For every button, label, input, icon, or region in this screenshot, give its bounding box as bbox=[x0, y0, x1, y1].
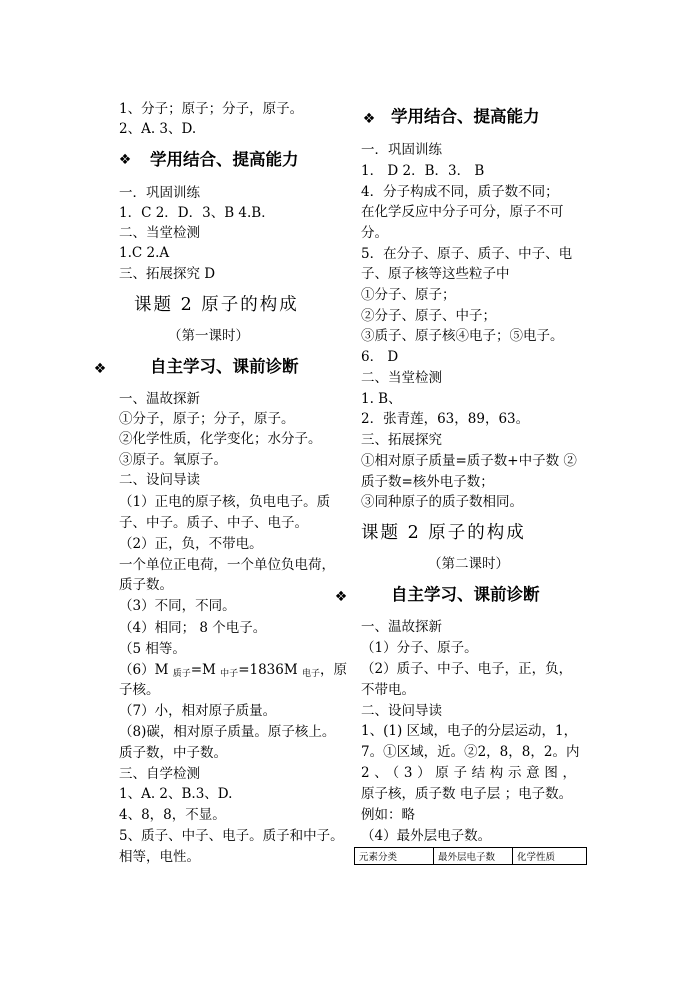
text-line: 2．张青莲，63，89，63。 bbox=[361, 411, 530, 427]
text-line: 1.C 2.A bbox=[119, 245, 170, 261]
text-line: 2、（3）原子结构示意图， bbox=[361, 765, 576, 781]
text-line: （1）分子、原子。 bbox=[361, 640, 478, 656]
section-heading: 自主学习、课前诊断 bbox=[391, 585, 540, 604]
text-line: 二、设问导读 bbox=[119, 472, 200, 488]
text-line: （4）最外层电子数。 bbox=[361, 828, 492, 844]
text-line: 二、当堂检测 bbox=[361, 370, 442, 386]
text-line: 一、温故探新 bbox=[361, 619, 442, 635]
text-line: 子、原子核等这些粒子中 bbox=[361, 266, 510, 282]
lesson-subtitle: （第二课时） bbox=[428, 556, 509, 572]
text-line: ③质子、原子核④电子；⑤电子。 bbox=[361, 328, 564, 344]
table-header-cell: 化学性质 bbox=[513, 848, 587, 865]
text-line: （2）质子、中子、电子，正，负， bbox=[361, 661, 573, 677]
text-line: 质子数，中子数。 bbox=[119, 745, 227, 761]
table-header-cell: 最外层电子数 bbox=[434, 848, 513, 865]
text-line: 5．在分子、原子、质子、中子、电 bbox=[361, 246, 573, 262]
text-line: 质子数。 bbox=[119, 577, 173, 593]
text-line: 二、设问导读 bbox=[361, 703, 442, 719]
diamond-bullet-icon: ❖ bbox=[334, 589, 348, 605]
mass-relation-line: （6）M $_{质子}$=M $_{中子}$=1836M $_{电子}$，原 bbox=[119, 662, 347, 679]
text-line: 1． D 2．B．3． B bbox=[361, 163, 485, 179]
diamond-bullet-icon: ❖ bbox=[118, 152, 132, 168]
text-line: 分。 bbox=[361, 225, 388, 241]
text-line: （8)碳，相对原子质量。原子核上。 bbox=[119, 724, 336, 740]
text-line: 2、A. 3、D. bbox=[119, 121, 197, 137]
text-line: （1）正电的原子核，负电电子。质 bbox=[119, 494, 331, 510]
text-line: （2）正，负，不带电。 bbox=[119, 536, 263, 552]
text-line: 5、质子、中子、电子。质子和中子。 bbox=[119, 828, 344, 844]
section-heading: 自主学习、课前诊断 bbox=[150, 357, 299, 376]
text-line: 一．巩固训练 bbox=[119, 185, 200, 201]
text-line: 6． D bbox=[361, 349, 399, 365]
text-line: 相等，电性。 bbox=[119, 849, 200, 865]
text-line: （5 相等。 bbox=[119, 641, 186, 657]
text-line: 1、(1) 区域，电子的分层运动，1， bbox=[361, 723, 578, 739]
text-line: 子核。 bbox=[119, 682, 160, 698]
section-heading: 学用结合、提高能力 bbox=[150, 150, 299, 169]
text-line: 4、8，8，不显。 bbox=[119, 807, 226, 823]
text-line: 4．分子构成不同，质子数不同； bbox=[361, 184, 559, 200]
table-header-cell: 元素分类 bbox=[355, 848, 434, 865]
text-line: （7）小，相对原子质量。 bbox=[119, 703, 277, 719]
text-line: 二、当堂检测 bbox=[119, 225, 200, 241]
text-line: ②化学性质，化学变化；水分子。 bbox=[119, 431, 322, 447]
lesson-title: 课题 2 原子的构成 bbox=[361, 523, 526, 543]
text-line: 1、分子；原子；分子，原子。 bbox=[119, 101, 304, 117]
text-line: 1．C 2．D．3、B 4.B． bbox=[119, 205, 275, 221]
text-line: （4）相同； 8 个电子。 bbox=[119, 620, 267, 636]
lesson-subtitle: （第一课时） bbox=[168, 328, 249, 344]
diamond-bullet-icon: ❖ bbox=[93, 361, 107, 377]
table-row bbox=[355, 848, 587, 865]
text-line: （3）不同，不同。 bbox=[119, 598, 236, 614]
text-line: 1. B、 bbox=[361, 391, 402, 407]
text-line: ①相对原子质量=质子数+中子数 ② bbox=[361, 453, 577, 469]
text-line: ①分子、原子； bbox=[361, 287, 456, 303]
text-line: 1、A. 2、B.3、D. bbox=[119, 786, 233, 802]
text-line: 质子数=核外电子数； bbox=[361, 474, 494, 490]
text-line: ③原子。氧原子。 bbox=[119, 452, 227, 468]
text-line: 7。①区域，近。②2，8，8，2。内 bbox=[361, 744, 580, 760]
text-line: 在化学反应中分子可分，原子不可 bbox=[361, 204, 564, 220]
text-line: 三、拓展探究 bbox=[361, 432, 442, 448]
text-line: 子、中子。质子、中子、电子。 bbox=[119, 515, 308, 531]
text-line: ①分子，原子；分子，原子。 bbox=[119, 411, 295, 427]
text-line: 例如：略 bbox=[361, 807, 415, 823]
text-line: ②分子、原子、中子； bbox=[361, 308, 496, 324]
lesson-title: 课题 2 原子的构成 bbox=[134, 295, 299, 315]
text-line: 原子核，质子数 电子层 ；电子数。 bbox=[361, 786, 573, 802]
text-line: ③同种原子的质子数相同。 bbox=[361, 494, 523, 510]
text-line: 三、拓展探究 D bbox=[119, 266, 216, 282]
diamond-bullet-icon: ❖ bbox=[362, 111, 376, 127]
text-line: 不带电。 bbox=[361, 682, 415, 698]
text-line: 一、温故探新 bbox=[119, 391, 200, 407]
text-line: 一．巩固训练 bbox=[361, 142, 442, 158]
section-heading: 学用结合、提高能力 bbox=[391, 107, 540, 126]
text-line: 三、自学检测 bbox=[119, 766, 200, 782]
element-classification-table bbox=[354, 847, 587, 865]
text-line: 一个单位正电荷，一个单位负电荷， bbox=[119, 557, 335, 573]
